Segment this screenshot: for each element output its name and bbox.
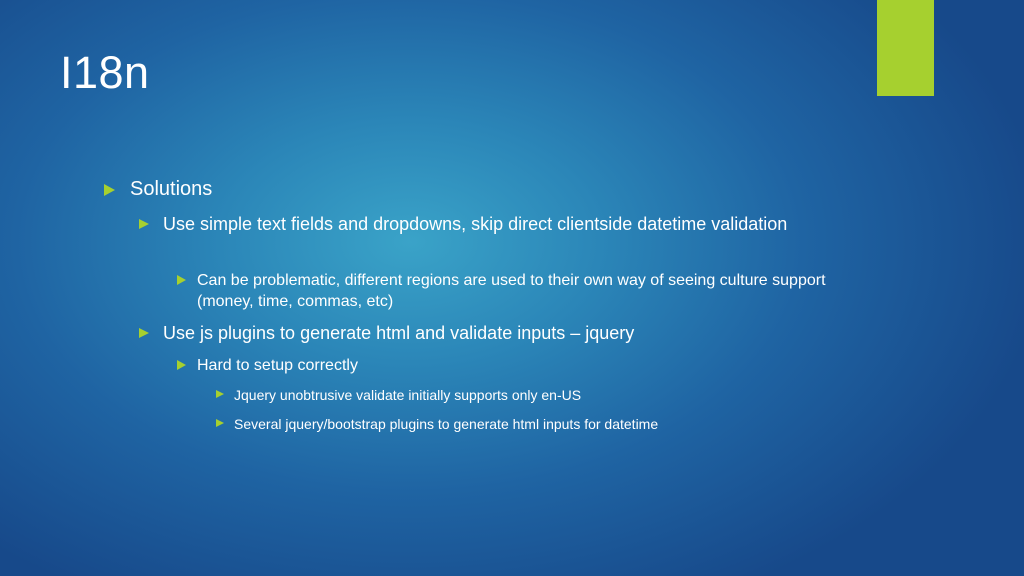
bullet-text: Use js plugins to generate html and validate inputs – jquery	[163, 323, 635, 343]
bullet-arrow-icon	[216, 419, 224, 427]
bullet-item	[177, 270, 837, 312]
bullet-text: Use simple text fields and dropdowns, skip direct clientside datetime validation	[163, 214, 788, 234]
bullet-item	[216, 386, 834, 404]
bullet-item	[104, 177, 212, 201]
bullet-text: Hard to setup correctly	[197, 357, 358, 374]
bullet-item	[177, 355, 837, 376]
bullet-arrow-icon	[104, 184, 115, 196]
bullet-arrow-icon	[139, 219, 149, 229]
bullet-item	[139, 213, 843, 236]
bullet-arrow-icon	[177, 275, 186, 285]
bullet-item	[216, 415, 834, 433]
bullet-arrow-icon	[177, 360, 186, 370]
bullet-arrow-icon	[139, 328, 149, 338]
bullet-text: Solutions	[130, 178, 213, 200]
slide-title: I18n	[60, 47, 150, 98]
bullet-text: Several jquery/bootstrap plugins to generate html inputs for datetime	[234, 416, 659, 432]
bullet-text: Jquery unobtrusive validate initially supports only en-US	[234, 387, 582, 403]
bullet-text: Can be problematic, different regions are used to their own way of seeing culture support (money, time, commas, etc)	[197, 272, 826, 310]
bullet-item	[139, 322, 843, 345]
bullet-arrow-icon	[216, 390, 224, 398]
